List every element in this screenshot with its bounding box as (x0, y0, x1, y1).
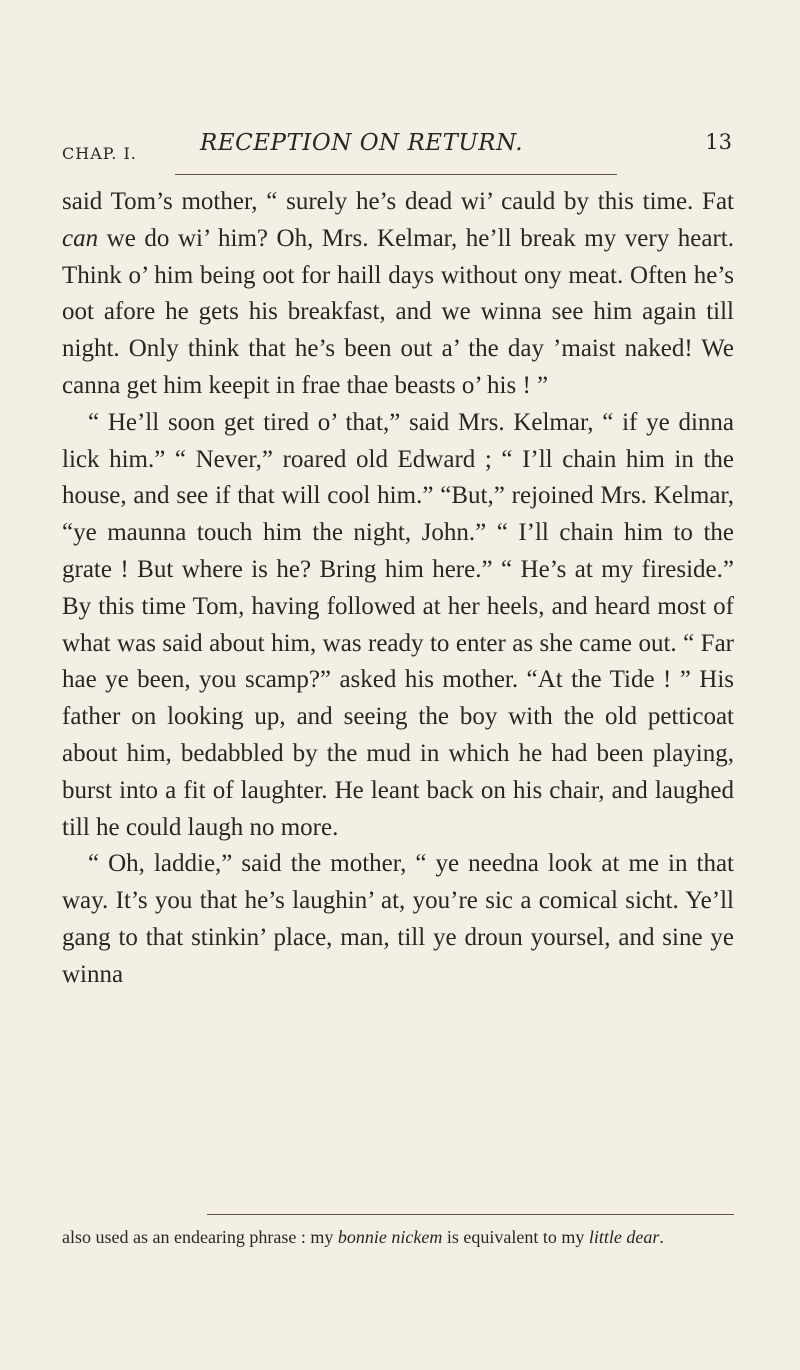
running-header (62, 130, 732, 164)
footnote-emphasis-2: little dear (588, 1227, 660, 1247)
footnote-emphasis-1: bonnie nickem (337, 1227, 443, 1247)
body-text (62, 184, 734, 994)
running-title: RECEPTION ON RETURN. (200, 130, 524, 156)
footnote-rule (207, 1214, 734, 1215)
paragraph-1: said Tom’s mother, “ surely he’s dead wi’ cauld by this time. Fat can we do wi’ him? Oh, Mrs. Kelmar, he’ll break my very heart. Think o’ him being oot for haill days without ony meat. Often he’s oot afore he gets his breakfast, and we winna see him again till night. Only think that he’s been out a’ the day ’maist naked! We canna get him keepit in frae thae beasts o’ his ! ” (62, 188, 734, 399)
paragraph-3: “ Oh, laddie,” said the mother, “ ye needna look at me in that way. It’s you that he’s laughin’ at, you’re sic a comical sicht. Ye’ll gang to that stinkin’ place, man, till ye droun yoursel, and sine ye winna (62, 850, 734, 988)
page-number: 13 (705, 130, 732, 154)
chapter-label: CHAP. I. (62, 144, 137, 163)
footnote: also used as an endearing phrase : my bonnie nickem is equivalent to my little dear. (62, 1227, 664, 1247)
emphasis-can: can (62, 224, 99, 252)
paragraph-2: “ He’ll soon get tired o’ that,” said Mrs. Kelmar, “ if ye dinna lick him.” “ Never,” roared old Edward ; “ I’ll chain him in the house, and see if that will cool him.” “But,” rejoined Mrs. Kelmar, “ye maunna touch him the night, John.” “ I’ll chain him to the grate ! But where is he? Bring him here.” “ He’s at my fireside.” By this time Tom, having followed at her heels, and heard most of what was said about him, was ready to enter as she came out. “ Far hae ye been, you scamp?” asked his mother. “At the Tide ! ” His father on looking up, and seeing the boy with the old petticoat about him, bedabbled by the mud in which he had been playing, burst into a fit of laughter. He leant back on his chair, and laughed till he could laugh no more. (62, 408, 734, 841)
header-rule (175, 174, 617, 175)
